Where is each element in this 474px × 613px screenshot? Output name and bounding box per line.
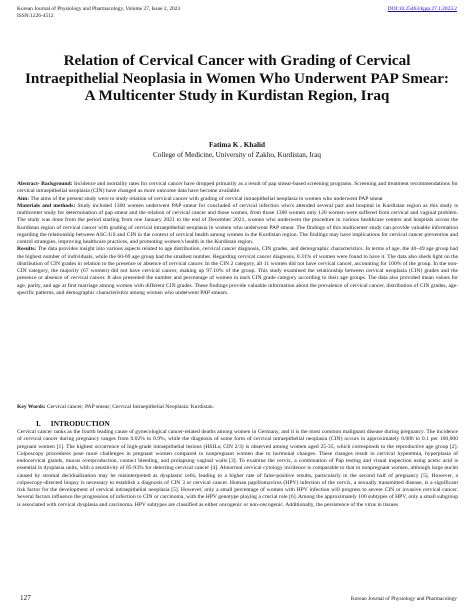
methods-text: Study included 1300 women underwent PAP smear for concluded of cervical infection who's attended several part and hospital in Kurdistan region as this study is multicenter study for determination of pap smear and the relation of cervical cancer and those women, from those 1300 women only 120 women were suffered from cervical and vaginal problem. The study was done from the period starting from one January 2021 to the end of December 2021, women who underwent the procedure in various healthcare centers and hospitals across the Kurdistan region of cervical cancer with grading of cervical intraepithelial neoplasia in women who underwent PAP smear. The findings of this multicenter study can provide valuable information regarding the relationship between ASC-US and CIN in the context of cervical health among women in the Kurdistan region. The findings may have implications for cervical cancer prevention and control strategies, improving healthcare practices, and promoting women's health in the Kurdistan region.	[17, 202, 459, 245]
aim-label: Aim:	[17, 195, 30, 202]
results-label: Results:	[17, 246, 37, 253]
keywords-label: Key Words:	[17, 404, 46, 410]
aim-text: The aims of the present study were to study relation of cervical cancer with grading of cervical intraepithelial neoplasia in women who underwent PAP smear	[29, 195, 383, 202]
section-title: INTRODUCTION	[50, 419, 110, 428]
introduction-body	[17, 429, 458, 509]
abstract-methods	[17, 203, 458, 247]
doi-link[interactable]: DOI:10.25463/kjpp.27.1.2023.2	[387, 6, 457, 12]
methods-label: Materials and methods:	[17, 202, 76, 209]
abstract-results	[17, 246, 458, 297]
author-affiliation: College of Medicine, University of Zakho, Kurdistan, Iraq	[152, 151, 322, 159]
footer-journal: Korean Journal of Physiology and Pharmacology	[350, 596, 457, 602]
page-number: 127	[20, 594, 31, 602]
running-header	[17, 6, 180, 20]
abstract-background	[17, 181, 458, 196]
author-name: Fatima K . Khalid	[209, 141, 265, 149]
section-heading	[36, 419, 110, 428]
doi-header	[388, 6, 457, 13]
keywords-text: Cervical cancer; PAP smear; Cervical Intraepithelial Neoplasia: Kurdistan.	[45, 404, 215, 410]
abstract-aim	[17, 196, 458, 203]
section-number: I.	[36, 419, 41, 428]
background-label: Abstract- Background:	[17, 181, 73, 187]
abstract	[17, 181, 458, 297]
results-text: The data provides insight into various aspects related to age distribution, cervical cancer diagnosis, CIN grades, and demographic characteristics. In terms of age, the 40–49 age group had the highest number of individuals, while the 60-69 age group had the smallest number. Regarding cervical cancer diagnosis, 0.31% of women were found to have it. The data also sheds light on the distribution of CIN grades in relation to the presence or absence of cervical cancer. In the CIN 2 category, all 11 women did not have cervical cancer, accounting for 100% of the group. In the non-CIN category, the majority (67 women) did not have cervical cancer, making up 97.10% of the group. This study examined the relationship between cervical neoplasia (CIN) grades and the presence or absence of cervical cancer. It also presented the number and percentage of women in each CIN grade category according to their age groups. The data also provided mean values for age, parity, and age at first marriage among women with different CIN grades. These findings provide valuable information about the prevalence of cervical cancer, distribution of CIN grades, age-specific patterns, and demographic characteristics among women who underwent PAP smears.	[17, 246, 458, 296]
issn: ISSN:1226-4512	[17, 13, 54, 19]
article-title: Relation of Cervical Cancer with Grading of Cervical Intraepithelial Neoplasia in Women Who Underwent PAP Smear: A Multicenter Study in Kurdistan Region, Iraq	[25, 52, 449, 104]
journal-citation: Korean Journal of Physiology and Pharmacology, Volume 27, Issue 2, 2023	[17, 6, 181, 12]
keywords	[17, 404, 458, 411]
background-text: Incidence and mortality rates for cervical cancer have dropped primarily as a result of pap smear-based screening programs. Screening and treatment recommendations for cervical intraepithelial neoplasia (CIN) have changed as more outcome data have become available.	[17, 181, 458, 195]
introduction-paragraph: Cervical cancer ranks as the fourth leading cause of gynecological cancer-related deaths among women in Germany, and it is the most common malignant disease during pregnancy. The incidence of cervical cancer during pregnancy ranges from 0.02% to 0.9%, while the diagnosis of some form of cervical intraepithelial neoplasia (CIN) occurs in approximately 0.006 to 0.1 per 100,000 pregnant women [1]. The highest occurrence of high-grade intraepithelial lesions (HSILs; CIN 2/3) is observed among women aged 25-35, which corresponds to the reproductive age group [2]. Colposcopy procedures pose more challenges in pregnant women compared to nonpregnant women due to hormonal changes. These changes result in cervical hyperemia, hyperplasia of endocervical glands, mucus overproduction, contact bleeding, and prolapsing vaginal walls [3]. To examine the cervix, a combination of Pap testing and visual inspection using acetic acid is essential in dysplasia units, with a sensitivity of 85-93% for detecting cervical cancer [4]. Abnormal cervical cytology incidence is comparable to that in nonpregnant women, although large nuclei caused by stromal decidualization may be misinterpreted as dysplastic cells, leading to a higher rate of false-positive results, particularly in the second half of pregnancy [5]. However, a colposcopy-directed biopsy is necessary to establish a diagnosis of CIN 3 or cervical cancer. Human papillomavirus (HPV) infection of the cervix, a sexually transmitted disease, is a significant risk factor for the development of cervical intraepithelial neoplasia [5]. However, only a small percentage of women with HPV infection will progress to severe CIN or invasive cervical cancer. Several factors influence the progression of infection to CIN or carcinoma, with the HPV genotype playing a crucial role [6]. Among the approximately 100 subtypes of HPV, only a small subgroup is associated with cervical dysplasia and carcinoma. HPV subtypes are classified as either oncogenic or non-oncogenic. Additionally, the persistence of the virus in tissues	[17, 429, 458, 508]
